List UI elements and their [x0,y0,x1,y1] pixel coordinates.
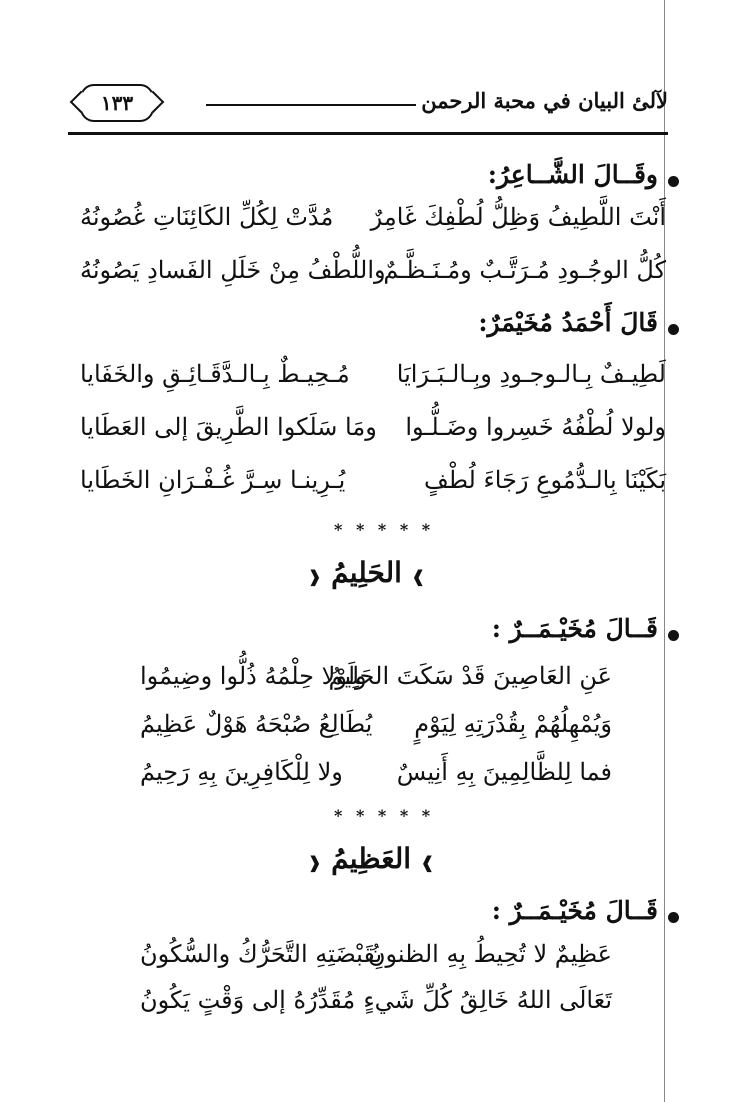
ornament-close-icon: ❱ [420,853,435,872]
verse-right: فما لِلظَّالِمِينَ بِهِ أَنِيسٌ [396,758,612,786]
verse-right: كُلُّ الوجُـودِ مُـرَتَّـبٌ ومُـنَـظَّـمٌ [383,256,666,284]
verse-right: أَنْتَ اللَّطِيفُ وَظِلُّ لُطْفِكَ غَامِرٌ [370,203,666,231]
section-title [308,842,434,875]
header-rule-short [206,104,416,106]
header-title: لآلئ البيان في محبة الرحمن [421,88,668,113]
bullet-icon [668,630,679,641]
separator-stars: * * * * * [334,520,435,539]
poet-heading: قَــالَ مُخَيْـمَــرٌ : [491,614,658,643]
verse-left: يُـرِينـا سِـرَّ غُـفْـرَانِ الخَطَايا [80,466,346,494]
verse-right: تَعَالَى اللهُ خَالِقُ كُلِّ شَيءٍ [363,986,612,1014]
verse-left: بِقَبْضَتِهِ التَّحَرُّكُ والسُّكُونُ [140,940,383,968]
verse-left: مُقَدِّرُهُ إلى وَقْتٍ يَكُونُ [140,986,356,1014]
verse-left: يُطَالِعُ صُبْحَهُ هَوْلٌ عَظِيمُ [140,710,373,738]
page-number: ١٣٣ [80,84,154,122]
verse-right: بَكَيْنَا بِالـدُّمُوعِ رَجَاءَ لُطْفٍ [424,466,666,494]
verse-left: مُدَّتْ لِكُلِّ الكَائِنَاتِ غُصُونُهُ [80,203,334,231]
header-rule [68,132,668,135]
ornament-open-icon: ❰ [308,567,322,586]
section-title-text: العَظِيمُ [331,842,412,875]
page-edge-line [664,0,665,1102]
verse-left: مُـحِيـطٌ بِـالـدَّقَـائِـقِ والخَفَايا [80,360,350,388]
poet-heading: وقَــالَ الشَّــاعِرُ: [487,160,658,189]
verse-right: عَنِ العَاصِينَ قَدْ سَكَتَ الحَلِيمُ [328,662,612,690]
verse-right: ولولا لُطْفُهُ خَسِروا وضَـلُّـوا [405,413,666,441]
bullet-icon [668,176,679,187]
page-header [68,78,668,138]
ornament-open-icon: ❰ [308,853,322,872]
bullet-icon [668,912,679,923]
verse-right: وَيُمْهِلُهُمْ بِقُدْرَتِهِ لِيَوْمٍ [414,710,612,738]
verse-left: ولَوْلا حِلْمُهُ ذُلُّوا وضِيمُوا [140,662,367,690]
verse-left: واللُّطْفُ مِنْ خَلَلِ الفَسادِ يَصُونُهُ [80,256,386,284]
verse-right: لَطِيـفٌ بِـالـوجـودِ وبِـالـبَـرَايَا [396,360,666,388]
section-title-text: الحَلِيمُ [331,556,402,589]
verse-left: ولا لِلْكَافِرِينَ بِهِ رَحِيمُ [140,758,343,786]
section-title [308,556,425,589]
poet-heading: قَالَ أَحْمَدُ مُخَيْمَرٌ: [478,308,658,337]
verse-right: عَظِيمٌ لا تُحِيطُ بِهِ الظنونُ [367,940,612,968]
ornament-close-icon: ❱ [411,567,426,586]
bullet-icon [668,324,679,335]
poet-heading: قَــالَ مُخَيْـمَــرٌ : [491,896,658,925]
separator-stars: * * * * * [334,806,435,825]
verse-left: ومَا سَلَكوا الطَّرِيقَ إلى العَطَايا [80,413,377,441]
